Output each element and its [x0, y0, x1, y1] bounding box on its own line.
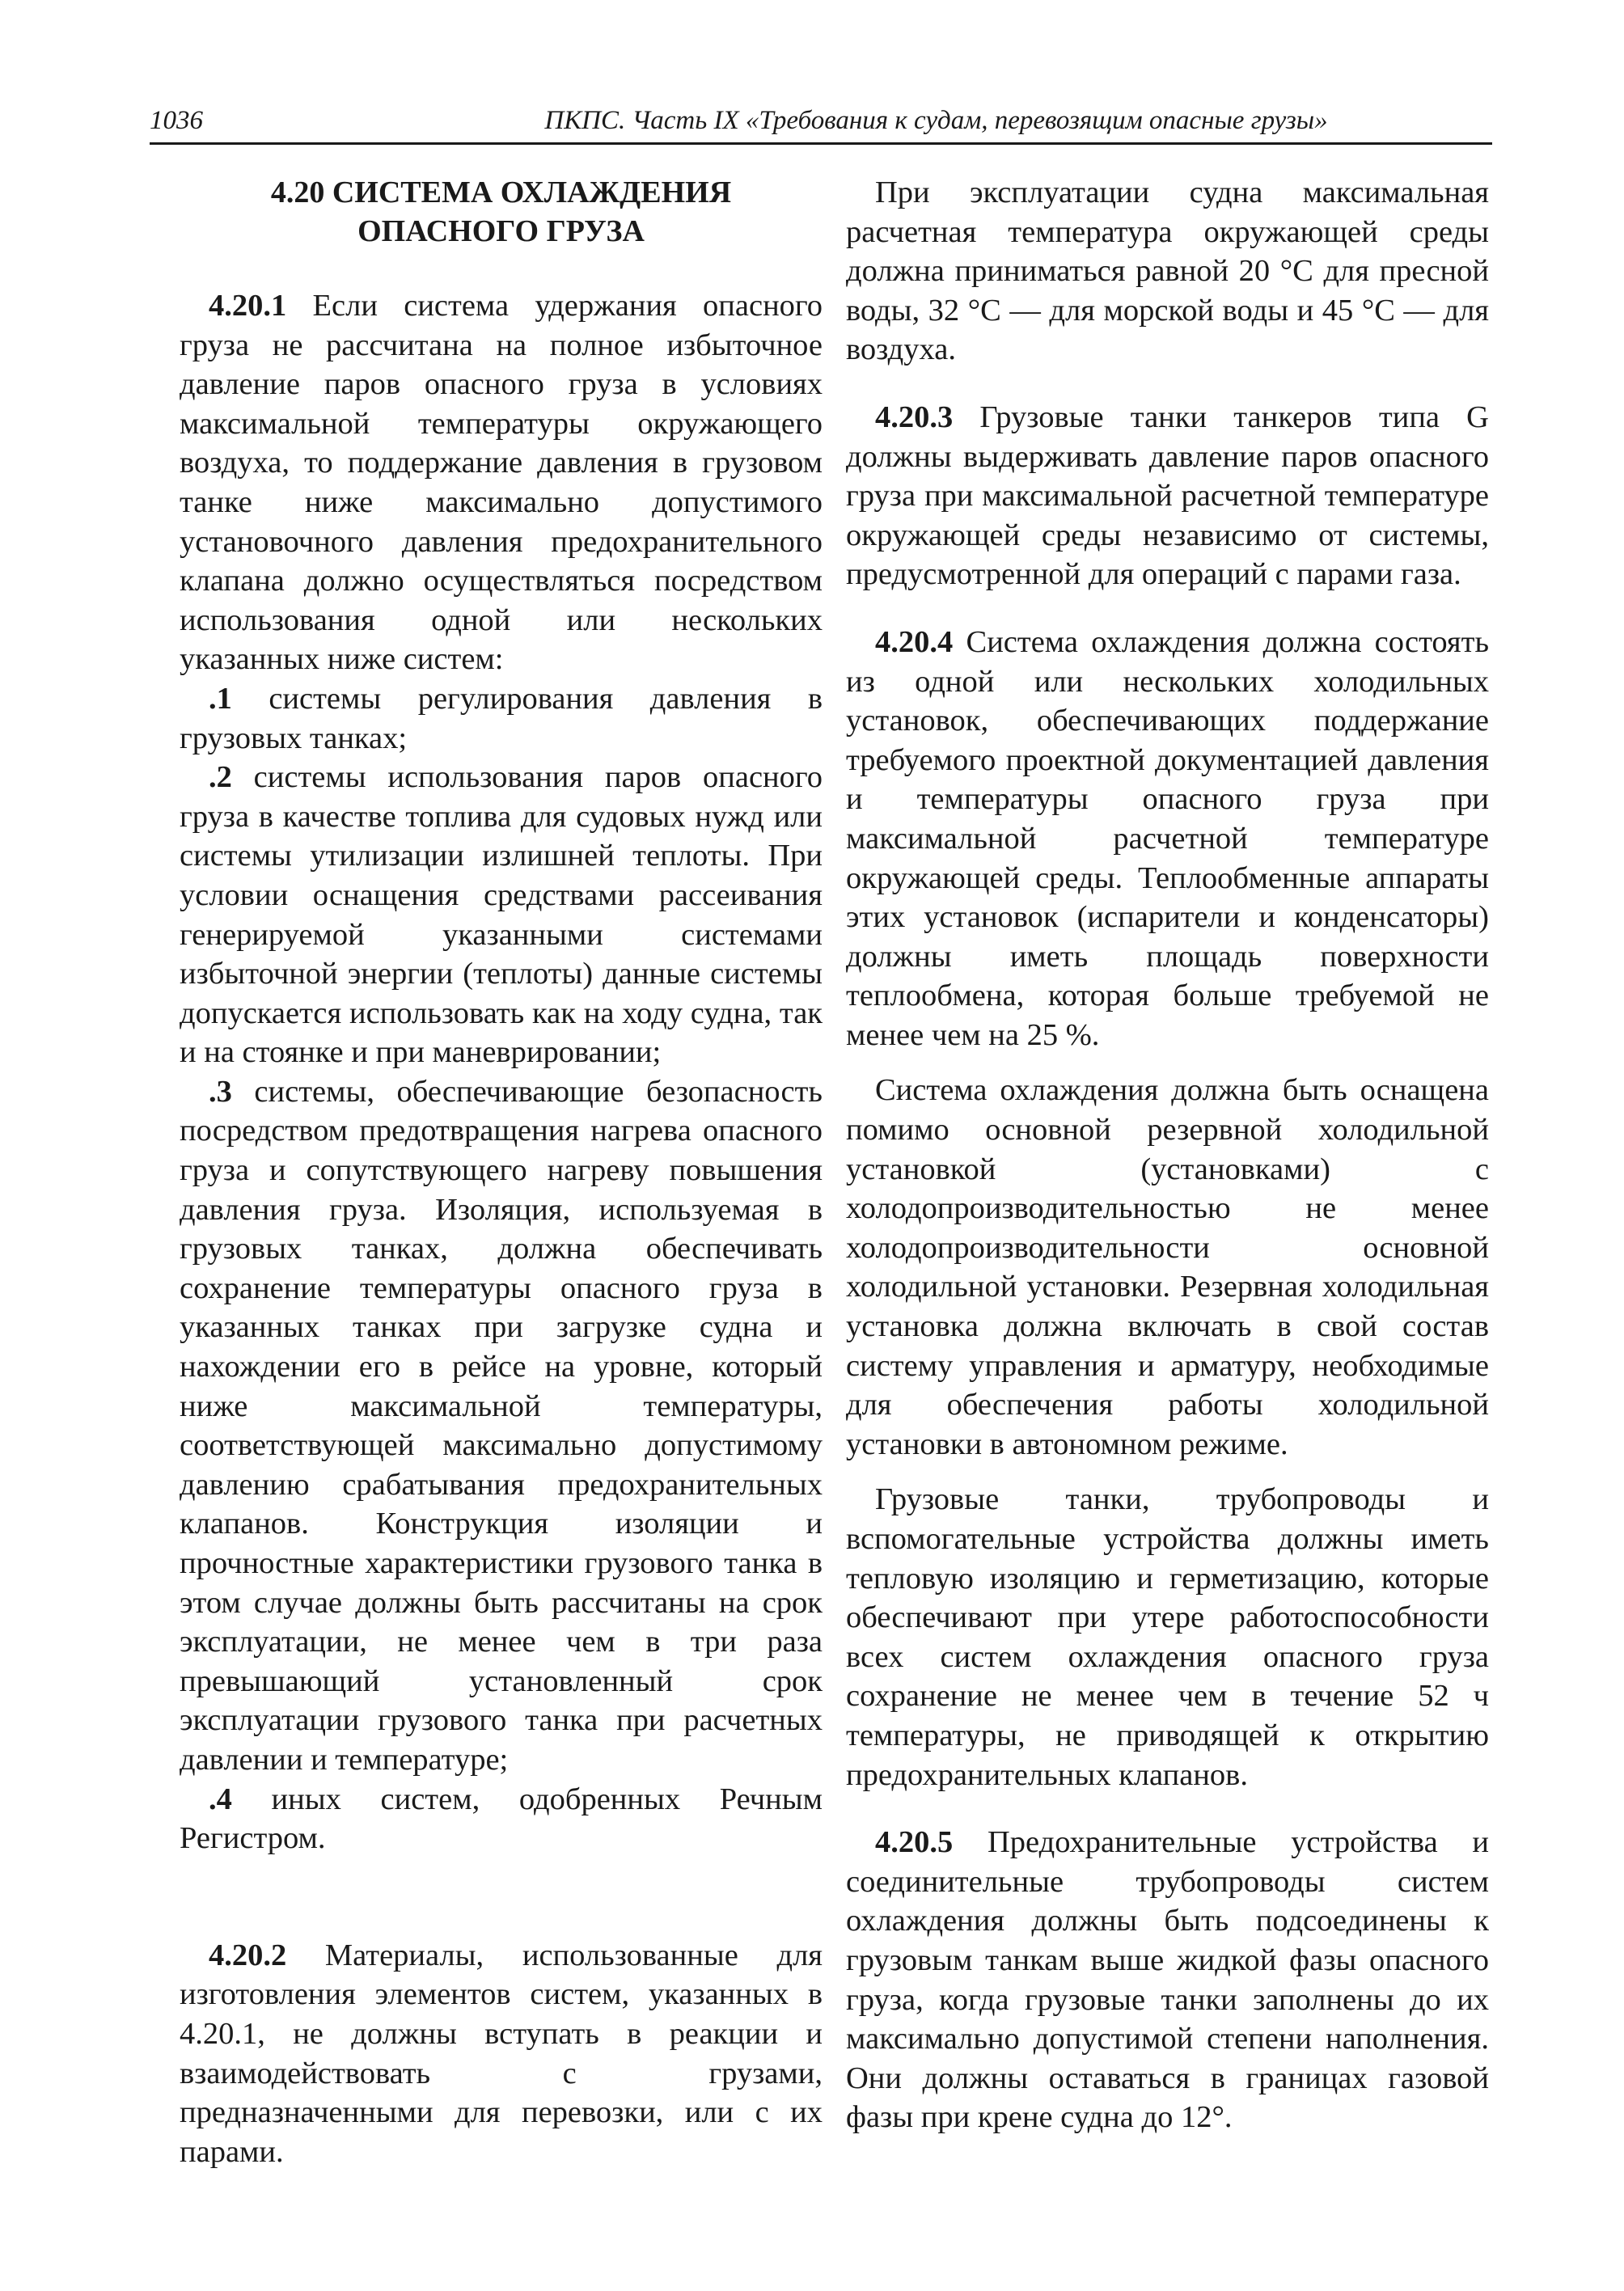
running-title: ПКПС. Часть IX «Требования к судам, перевозящим опасные грузы»	[544, 106, 1328, 135]
paragraph-number: 4.20.3	[875, 399, 954, 434]
page-header	[150, 106, 1492, 143]
paragraph-text: Если система удержания опасного груза не рассчитана на полное избыточное давление паров опасного груза в условиях максимальной температуры окружающего воздуха, то поддержание давления в грузовом танке ниже максимально допустимого установочного давления предохранительного клапана должно осуществляться посредством использования одной или нескольких указанных ниже систем:	[180, 289, 823, 677]
section-title-line2: ОПАСНОГО ГРУЗА	[357, 214, 645, 248]
item-text: иных систем, одобренных Речным Регистром.	[180, 1782, 823, 1856]
paragraph-number: 4.20.2	[209, 1938, 287, 1972]
paragraph-text: Грузовые танки танкеров типа G должны выдерживать давление паров опасного груза при максимальной расчетной температуре окружающей среды независимо от системы, предусмотренной для операций с парами газа.	[846, 399, 1489, 592]
spacer	[180, 1858, 823, 1936]
paragraph-text: Система охлаждения должна состоять из одной или нескольких холодильных установок, обеспечивающих поддержание требуемого проектной документацией давления и температуры опасного груза при максимальной расчетной температуре окружающей среды. Теплообменные аппараты этих установок (испарители и конденсаторы) должны иметь площадь поверхности теплообмена, которая больше требуемой не менее чем на 25 %.	[846, 624, 1489, 1052]
paragraph-4-20-5	[846, 1823, 1489, 2137]
right-column	[846, 173, 1489, 2137]
section-title-line1: 4.20 СИСТЕМА ОХЛАЖДЕНИЯ	[270, 175, 732, 209]
item-text: системы регулирования давления в грузовых танках;	[180, 681, 823, 755]
item-number: .4	[209, 1782, 232, 1816]
paragraph-number: 4.20.1	[209, 289, 287, 323]
spacer	[846, 1055, 1489, 1071]
paragraph-4-20-1	[180, 286, 823, 679]
section-title	[180, 173, 823, 251]
paragraph-continuation: При эксплуатации судна максимальная расчетная температура окружающей среды должна приниматься равной 20 °С для пресной воды, 32 °С — для морской воды и 45 °С — для воздуха.	[846, 175, 1489, 367]
spacer	[846, 594, 1489, 623]
item-text: системы использования паров опасного груза в качестве топлива для судовых нужд или системы утилизации излишней теплоты. При условии оснащения средствами рассеивания генерируемой указанными системами избыточной энергии (теплоты) данные системы допускается использовать как на ходу судна, так и на стоянке и при маневрировании;	[180, 760, 823, 1070]
left-column	[180, 173, 823, 2171]
page-number: 1036	[150, 106, 203, 135]
list-item-2	[180, 758, 823, 1072]
paragraph-text: Материалы, использованные для изготовления элементов систем, указанных в 4.20.1, не должны вступать в реакции и взаимодействовать с грузами, предназначенными для перевозки, или с их парами.	[180, 1938, 823, 2169]
paragraph-number: 4.20.5	[875, 1825, 954, 1860]
paragraph-4-20-3	[846, 398, 1489, 594]
spacer	[846, 1464, 1489, 1480]
item-number: .2	[209, 760, 232, 795]
spacer	[846, 370, 1489, 398]
item-number: .1	[209, 681, 232, 716]
spacer	[846, 1794, 1489, 1823]
item-text: системы, обеспечивающие безопасность посредством предотвращения нагрева опасного груза и сопутствующего нагреву повышения давления груза. Изоляция, используемая в грузовых танках, должна обеспечивать сохранение температуры опасного груза в указанных танках при загрузке судна и нахождении его в рейсе на уровне, который ниже максимальной температуры, соответствующей максимально допустимому давлению срабатывания предохранительных клапанов. Конструкция изоляции и прочностные характеристики грузового танка в этом случае должны быть рассчитаны на срок эксплуатации, не менее чем в три раза превышающий установленный срок эксплуатации грузового танка при расчетных давлении и температуре;	[180, 1074, 823, 1777]
list-item-1	[180, 679, 823, 758]
header-divider	[150, 142, 1492, 145]
paragraph-insulation: Грузовые танки, трубопроводы и вспомогательные устройства должны иметь тепловую изоляцию и герметизацию, которые обеспечивают при утере работоспособности всех систем охлаждения опасного груза сохранение не менее чем в течение 52 ч температуры, не приводящей к открытию предохранительных клапанов.	[846, 1482, 1489, 1792]
paragraph-4-20-2	[180, 1936, 823, 2172]
list-item-4	[180, 1780, 823, 1858]
item-number: .3	[209, 1074, 232, 1109]
paragraph-backup-cooling: Система охлаждения должна быть оснащена помимо основной резервной холодильной установкой (установками) с холодопроизводительностью не менее холодопроизводительности основной холодильной установки. Резервная холодильная установка должна включать в свой состав систему управления и арматуру, необходимые для обеспечения работы холодильной установки в автономном режиме.	[846, 1073, 1489, 1461]
paragraph-text: Предохранительные устройства и соединительные трубопроводы систем охлаждения должны быть подсоединены к грузовым танкам выше жидкой фазы опасного груза, когда грузовые танки заполнены до их максимально допустимой степени наполнения. Они должны оставаться в границах газовой фазы при крене судна до 12°.	[846, 1825, 1489, 2135]
paragraph-4-20-4	[846, 623, 1489, 1055]
paragraph-number: 4.20.4	[875, 624, 954, 659]
list-item-3	[180, 1072, 823, 1780]
